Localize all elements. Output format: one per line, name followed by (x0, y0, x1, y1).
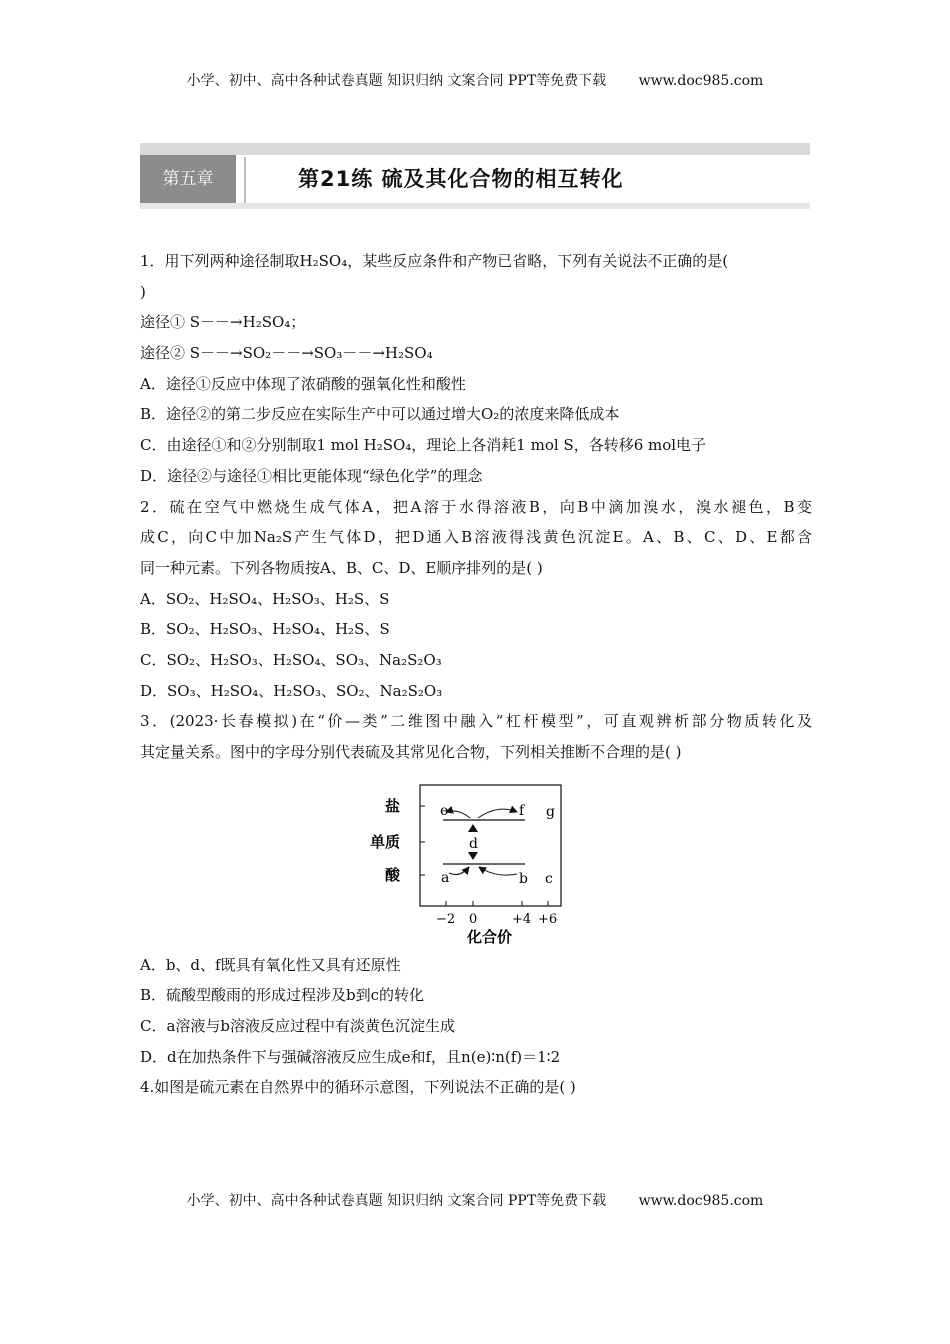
q1-route1: 途径① S－－→H₂SO₄； (140, 313, 306, 332)
q1-route2: 途径② S－－→SO₂－－→SO₃－－→H₂SO₄ (140, 344, 433, 363)
q3-option-c[interactable]: C．a溶液与b溶液反应过程中有淡黄色沉淀生成 (140, 1017, 456, 1036)
q1-option-c[interactable]: C．由途径①和②分别制取1 mol H₂SO₄，理论上各消耗1 mol S，各转移6 mol电子 (140, 436, 707, 455)
banner-top-rule (140, 143, 810, 155)
page-title: 第21练 硫及其化合物的相互转化 (298, 167, 624, 191)
x-tick-label-0: 0 (469, 911, 478, 927)
q2-stem-line2: 成C，向C中加Na₂S产生气体D，把D通入B溶液得浅黄色沉淀E。A、B、C、D、E都含 (140, 528, 812, 547)
header-text: 小学、初中、高中各种试卷真题 知识归纳 文案合同 PPT等免费下载 (186, 73, 607, 89)
y-label-acid: 酸 (385, 865, 401, 884)
point-b: b (519, 870, 528, 887)
q1-stem-line2: ) (140, 282, 146, 301)
q2-option-d[interactable]: D．SO₃、H₂SO₄、H₂SO₃、SO₂、Na₂S₂O₃ (140, 681, 443, 700)
q4-stem: 4.如图是硫元素在自然界中的循环示意图，下列说法不正确的是( ) (140, 1078, 576, 1097)
x-tick-label-plus4: +4 (512, 911, 532, 927)
q3-option-d[interactable]: D．d在加热条件下与强碱溶液反应生成e和f，且n(e)∶n(f)＝1∶2 (140, 1047, 561, 1066)
question-2 (140, 492, 812, 707)
valence-class-figure (140, 768, 812, 950)
chapter-banner (140, 143, 810, 213)
y-label-element: 单质 (370, 832, 401, 851)
q2-option-a[interactable]: A．SO₂、H₂SO₄、H₂SO₃、H₂S、S (140, 589, 390, 608)
point-a: a (441, 869, 450, 886)
fulcrum-top (468, 824, 478, 832)
x-axis-label: 化合价 (467, 927, 513, 946)
q2-stem-line3: 同一种元素。下列各物质按A、B、C、D、E顺序排列的是( ) (140, 558, 543, 577)
footer-site[interactable]: www.doc985.com (638, 1193, 764, 1209)
x-tick-label-plus6: +6 (538, 911, 558, 927)
q2-option-b[interactable]: B．SO₂、H₂SO₃、H₂SO₄、H₂S、S (140, 620, 390, 639)
q3-option-a[interactable]: A．b、d、f既具有氧化性又具有还原性 (140, 955, 401, 974)
valence-class-chart (140, 768, 812, 950)
q1-stem-line1: 1．用下列两种途径制取H₂SO₄，某些反应条件和产物已省略，下列有关说法不正确的是( (140, 252, 729, 270)
q3-option-b[interactable]: B．硫酸型酸雨的形成过程涉及b到c的转化 (140, 986, 425, 1005)
q2-option-c[interactable]: C．SO₂、H₂SO₃、H₂SO₄、SO₃、Na₂S₂O₃ (140, 650, 442, 669)
footer-text: 小学、初中、高中各种试卷真题 知识归纳 文案合同 PPT等免费下载 (186, 1193, 607, 1209)
banner-bottom-rule (140, 203, 810, 209)
x-tick-label-minus2: −2 (436, 911, 456, 927)
q2-stem-line1: 2．硫在空气中燃烧生成气体A，把A溶于水得溶液B，向B中滴加溴水，溴水褪色，B变 (140, 497, 812, 516)
chapter-label: 第五章 (140, 155, 236, 203)
arrow-from-b (479, 867, 517, 875)
point-c: c (545, 870, 553, 887)
page-header (0, 70, 950, 90)
question-1 (140, 246, 812, 492)
question-4 (140, 1072, 812, 1103)
banner-divider (244, 157, 246, 203)
arrow-to-e (446, 811, 470, 818)
arrow-from-a (449, 867, 469, 875)
q1-option-a[interactable]: A．途径①反应中体现了浓硝酸的强氧化性和酸性 (140, 374, 466, 393)
point-e: e (440, 802, 449, 819)
arrow-to-f (478, 809, 517, 818)
page-footer (0, 1190, 950, 1210)
question-3 (140, 706, 812, 1072)
point-d: d (469, 835, 478, 852)
q1-option-d[interactable]: D．途径②与途径①相比更能体现“绿色化学”的理念 (140, 466, 483, 485)
header-site[interactable]: www.doc985.com (638, 73, 764, 89)
question-list (140, 246, 812, 1103)
q3-stem-line2: 其定量关系。图中的字母分别代表硫及其常见化合物，下列相关推断不合理的是( ) (140, 743, 682, 761)
fulcrum-bottom (468, 852, 478, 860)
point-g: g (546, 803, 555, 820)
q3-stem-line1: 3．(2023·长春模拟)在“价—类”二维图中融入“杠杆模型”，可直观辨析部分物质转化及 (140, 712, 812, 731)
point-f: f (519, 802, 525, 819)
q1-option-b[interactable]: B．途径②的第二步反应在实际生产中可以通过增大O₂的浓度来降低成本 (140, 405, 620, 424)
y-label-salt: 盐 (385, 796, 401, 815)
